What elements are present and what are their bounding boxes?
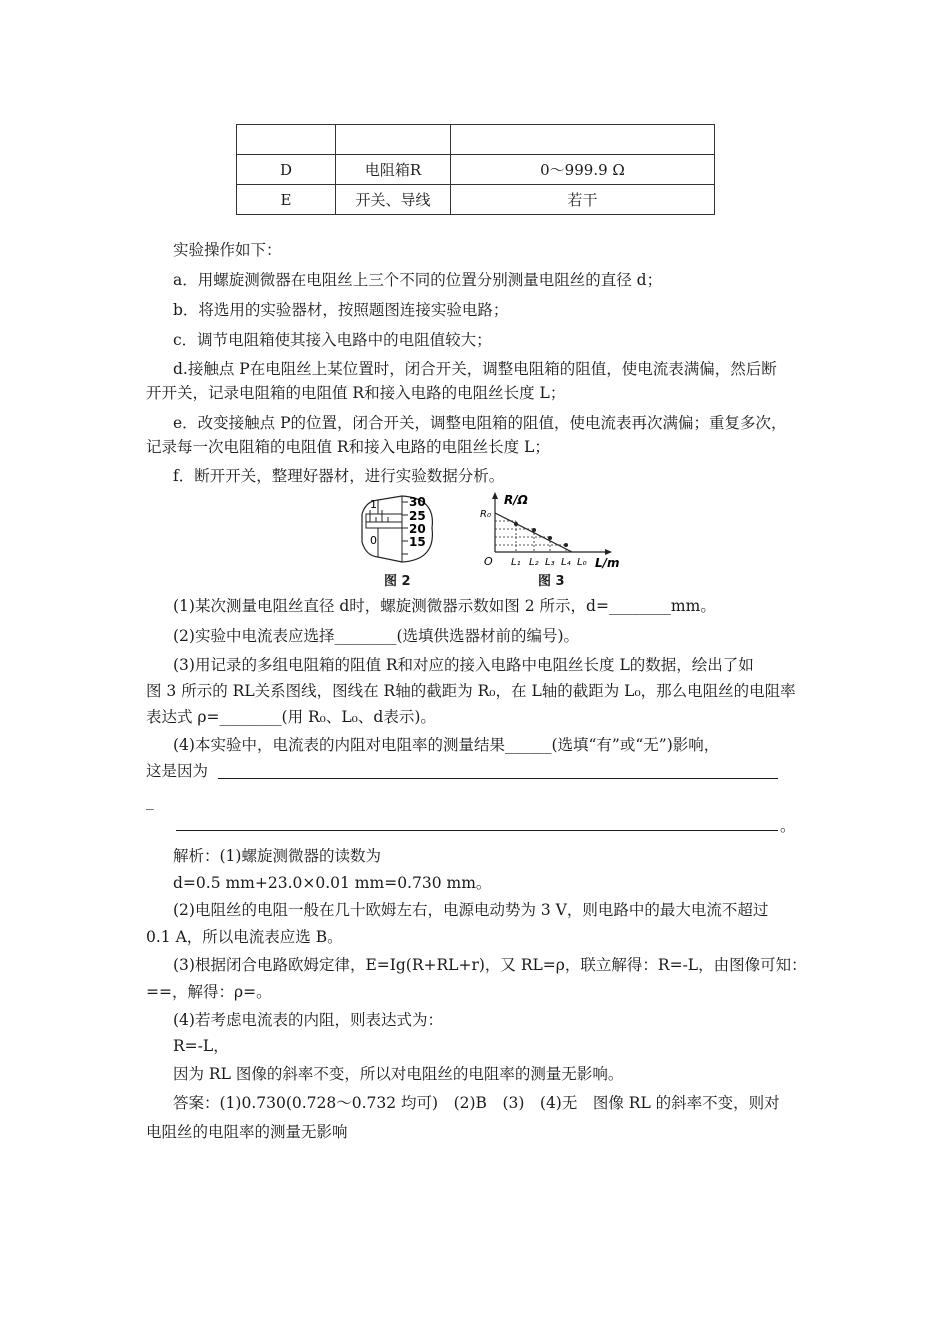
- scale-tick-label: 20: [409, 522, 426, 536]
- answer-line2: 电阻丝的电阻率的测量无影响: [146, 1123, 348, 1141]
- step-e-line2: 记录每一次电阻箱的电阻值 R和接入电路的电阻丝长度 L；: [146, 438, 550, 456]
- question-3-line2: 图 3 所示的 RL关系图线，图线在 R轴的截距为 R₀，在 L轴的截距为 L₀，那么电阻丝的电阻率: [146, 682, 796, 700]
- origin-label: O: [484, 555, 493, 568]
- x-tick-label: L₀: [577, 557, 587, 568]
- table-row: [237, 155, 715, 185]
- figure-2-caption: 图 2: [384, 574, 411, 589]
- x-tick-label: L₃: [545, 557, 555, 568]
- question-3-line3: 表达式 ρ=________(用 R₀、L₀、d表示)。: [146, 708, 436, 726]
- r0-label: R₀: [480, 509, 491, 520]
- solution-3-line2: ==，解得：ρ=。: [146, 983, 272, 1001]
- question-3-line1: (3)用记录的多组电阻箱的阻值 R和对应的接入电路中电阻丝长度 L的数据，绘出了如: [173, 656, 754, 674]
- question-2: (2)实验中电流表应选择________(选填供选器材前的编号)。: [173, 627, 580, 645]
- step-d-line2: 开开关，记录电阻箱的电阻值 R和接入电路的电阻丝长度 L；: [146, 384, 566, 402]
- table-row: [237, 185, 715, 215]
- table-cell: 若干: [451, 185, 715, 215]
- table-cell: 开关、导线: [336, 185, 451, 215]
- table-cell: [336, 125, 451, 155]
- micrometer-figure: [356, 492, 436, 566]
- figure-3-caption: 图 3: [538, 574, 565, 589]
- table-cell: E: [237, 185, 336, 215]
- question-4-line3: _: [146, 792, 154, 810]
- answer-blank-line: [176, 830, 778, 831]
- answer-blank-line: [218, 778, 778, 779]
- solution-2-line2: 0.1 A，所以电流表应选 B。: [146, 928, 343, 946]
- scale-tick-label: 15: [409, 535, 426, 549]
- solution-2-line1: (2)电阻丝的电阻一般在几十欧姆左右，电源电动势为 3 V，则电路中的最大电流不超过: [173, 901, 769, 919]
- question-4-end: 。: [780, 817, 796, 835]
- answer-line1: 答案：(1)0.730(0.728～0.732 均可) (2)B (3) (4)无 图像 RL 的斜率不变，则对: [173, 1094, 780, 1112]
- equipment-table: [236, 124, 715, 215]
- table-cell: D: [237, 155, 336, 185]
- rl-graph-figure: [478, 490, 628, 570]
- x-axis-label: L/m: [595, 556, 620, 570]
- solution-4-conclusion: 因为 RL 图像的斜率不变，所以对电阻丝的电阻率的测量无影响。: [173, 1065, 624, 1083]
- step-b: b．将选用的实验器材，按照题图连接实验电路；: [173, 301, 509, 319]
- solution-4-formula: R=-L，: [173, 1037, 229, 1055]
- table-cell: [451, 125, 715, 155]
- solution-3-line1: (3)根据闭合电路欧姆定律，E=Ig(R+RL+r)，又 RL=ρ，联立解得：R=-L，由图像可知：: [173, 956, 807, 974]
- scale-tick-label: 30: [409, 495, 426, 509]
- table-cell: 电阻箱R: [336, 155, 451, 185]
- sleeve-mark: 1: [370, 498, 377, 511]
- solution-1: 解析：(1)螺旋测微器的读数为: [173, 847, 381, 865]
- x-tick-label: L₁: [511, 557, 521, 568]
- sleeve-mark: 0: [370, 534, 377, 547]
- table-row: [237, 125, 715, 155]
- step-c: c．调节电阻箱使其接入电路中的电阻值较大；: [173, 331, 492, 349]
- step-d-line1: d.接触点 P在电阻丝上某位置时，闭合开关，调整电阻箱的阻值，使电流表满偏，然后断: [173, 360, 777, 378]
- y-axis-label: R/Ω: [504, 493, 528, 507]
- question-1: (1)某次测量电阻丝直径 d时，螺旋测微器示数如图 2 所示，d=________mm。: [173, 597, 716, 615]
- step-a: a．用螺旋测微器在电阻丝上三个不同的位置分别测量电阻丝的直径 d；: [173, 271, 663, 289]
- question-4-line2: 这是因为: [146, 762, 209, 780]
- solution-1-value: d=0.5 mm+23.0×0.01 mm=0.730 mm。: [173, 874, 492, 892]
- steps-intro: 实验操作如下：: [173, 241, 282, 259]
- solution-4: (4)若考虑电流表的内阻，则表达式为：: [173, 1011, 443, 1029]
- step-f: f．断开开关，整理好器材，进行实验数据分析。: [173, 467, 505, 485]
- table-cell: [237, 125, 336, 155]
- x-tick-label: L₄: [561, 557, 571, 568]
- scale-tick-label: 25: [409, 509, 426, 523]
- x-tick-label: L₂: [529, 557, 539, 568]
- step-e-line1: e．改变接触点 P的位置，闭合开关，调整电阻箱的阻值，使电流表再次满偏；重复多次，: [173, 414, 787, 432]
- table-cell: 0～999.9 Ω: [451, 155, 715, 185]
- question-4-line1: (4)本实验中，电流表的内阻对电阻率的测量结果______(选填“有”或“无”)影响，: [173, 736, 720, 754]
